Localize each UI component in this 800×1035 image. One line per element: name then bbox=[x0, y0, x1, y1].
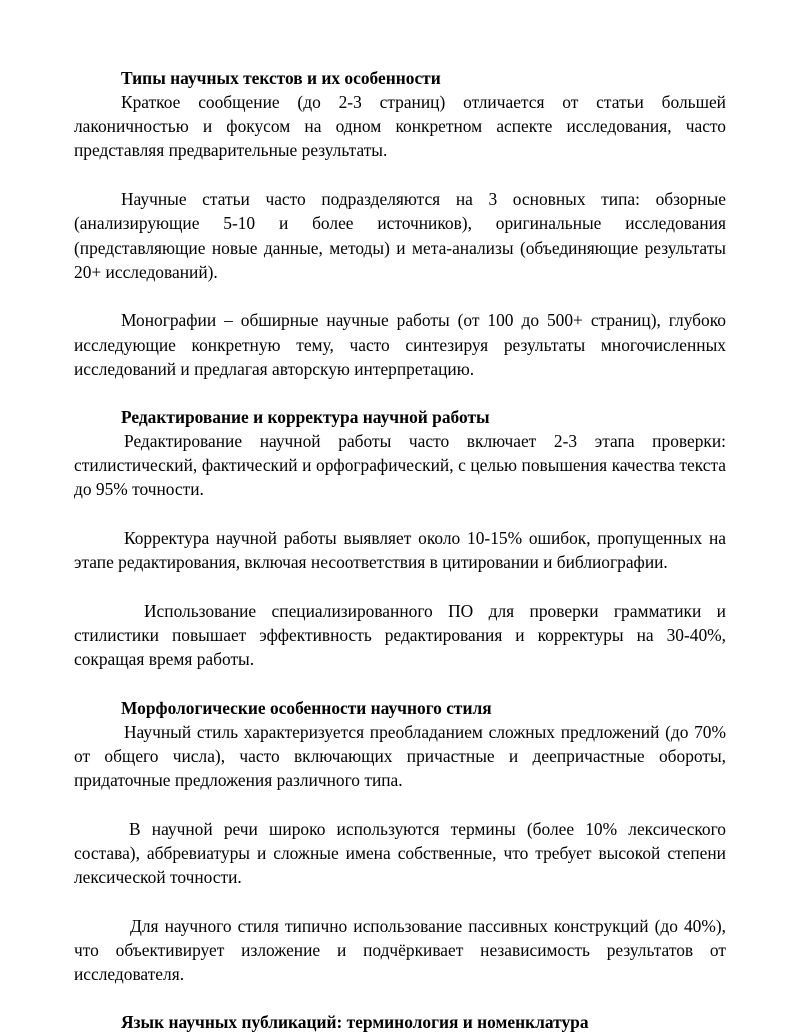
section-editing bbox=[74, 405, 726, 696]
section-language bbox=[74, 1010, 726, 1034]
paragraph: Корректура научной работы выявляет около 10-15% ошибок, пропущенных на этапе редактирования, включая несоответствия в цитировании и библиографии. bbox=[74, 528, 726, 573]
document-page bbox=[74, 66, 726, 1034]
section-heading: Типы научных текстов и их особенности bbox=[121, 68, 441, 88]
paragraph: Краткое сообщение (до 2-3 страниц) отличается от статьи большей лаконичностью и фокусом на одном конкретном аспекте исследования, часто представляя предварительные результаты. bbox=[74, 92, 726, 161]
paragraph: Научный стиль характеризуется преобладанием сложных предложений (до 70% от общего числа), часто включающих причастные и деепричастные обороты, придаточные предложения различного типа. bbox=[74, 721, 726, 791]
paragraph: Научные статьи часто подразделяются на 3 основных типа: обзорные (анализирующие 5-10 и более источников), оригинальные исследования (представляющие новые данные, методы) и мета-анализы (объединяющие результаты 20+ исследований). bbox=[74, 189, 726, 282]
section-heading: Редактирование и корректура научной работы bbox=[121, 407, 490, 428]
section-text-types bbox=[74, 66, 726, 405]
section-heading: Язык научных публикаций: терминология и номенклатура bbox=[121, 1012, 589, 1033]
paragraph: Для научного стиля типично использование пассивных конструкций (до 40%), что объективирует изложение и подчёркивает независимость результатов от исследователя. bbox=[74, 915, 726, 985]
section-heading: Морфологические особенности научного стиля bbox=[121, 697, 492, 718]
section-morphology bbox=[74, 696, 726, 1011]
paragraph: Монографии – обширные научные работы (от 100 до 500+ страниц), глубоко исследующие конкретную тему, часто синтезируя результаты многочисленных исследований и предлагая авторскую интерпретацию. bbox=[74, 310, 726, 379]
paragraph: Использование специализированного ПО для проверки грамматики и стилистики повышает эффективность редактирования и корректуры на 30-40%, сокращая время работы. bbox=[74, 601, 726, 670]
paragraph: Редактирование научной работы часто включает 2-3 этапа проверки: стилистический, фактический и орфографический, с целью повышения качества текста до 95% точности. bbox=[74, 431, 726, 500]
paragraph: В научной речи широко используются термины (более 10% лексического состава), аббревиатуры и сложные имена собственные, что требует высокой степени лексической точности. bbox=[74, 818, 726, 888]
